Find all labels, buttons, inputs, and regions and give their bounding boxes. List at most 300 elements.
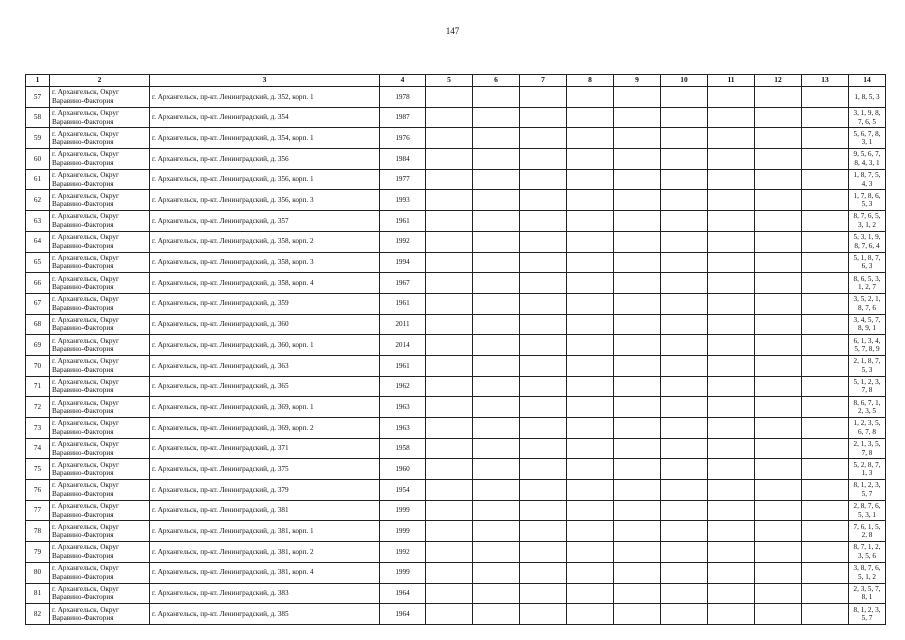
row-number: 63 bbox=[26, 211, 50, 232]
empty-cell-col-10 bbox=[661, 273, 708, 294]
empty-cell-col-7 bbox=[520, 480, 567, 501]
empty-cell-col-13 bbox=[802, 562, 849, 583]
empty-cell-col-7 bbox=[520, 604, 567, 625]
table-row bbox=[26, 397, 886, 418]
empty-cell-col-12 bbox=[755, 397, 802, 418]
empty-cell-col-13 bbox=[802, 376, 849, 397]
sequence-cell: 8, 7, 1, 2, 3, 5, 6 bbox=[849, 542, 886, 563]
column-header-14: 14 bbox=[849, 75, 886, 87]
empty-cell-col-7 bbox=[520, 521, 567, 542]
empty-cell-col-11 bbox=[708, 480, 755, 501]
empty-cell-col-6 bbox=[473, 149, 520, 170]
empty-cell-col-11 bbox=[708, 231, 755, 252]
row-number: 73 bbox=[26, 418, 50, 439]
year-cell: 1992 bbox=[380, 542, 426, 563]
empty-cell-col-8 bbox=[567, 355, 614, 376]
empty-cell-col-10 bbox=[661, 314, 708, 335]
empty-cell-col-11 bbox=[708, 149, 755, 170]
empty-cell-col-12 bbox=[755, 355, 802, 376]
empty-cell-col-6 bbox=[473, 583, 520, 604]
empty-cell-col-13 bbox=[802, 293, 849, 314]
address-cell: г. Архангельск, пр-кт. Ленинградский, д. 356, корп. 1 bbox=[150, 169, 380, 190]
table-row bbox=[26, 500, 886, 521]
empty-cell-col-8 bbox=[567, 583, 614, 604]
address-cell: г. Архангельск, пр-кт. Ленинградский, д. 381, корп. 1 bbox=[150, 521, 380, 542]
empty-cell-col-11 bbox=[708, 211, 755, 232]
column-header-9: 9 bbox=[614, 75, 661, 87]
district-cell: г. Архангельск, Округ Варавино-Фактория bbox=[50, 211, 150, 232]
empty-cell-col-6 bbox=[473, 480, 520, 501]
sequence-cell: 5, 6, 7, 8, 3, 1 bbox=[849, 128, 886, 149]
column-header-12: 12 bbox=[755, 75, 802, 87]
empty-cell-col-8 bbox=[567, 87, 614, 108]
year-cell: 2014 bbox=[380, 335, 426, 356]
empty-cell-col-10 bbox=[661, 397, 708, 418]
row-number: 77 bbox=[26, 500, 50, 521]
empty-cell-col-11 bbox=[708, 521, 755, 542]
empty-cell-col-7 bbox=[520, 231, 567, 252]
empty-cell-col-5 bbox=[426, 128, 473, 149]
table-row bbox=[26, 169, 886, 190]
district-cell: г. Архангельск, Округ Варавино-Фактория bbox=[50, 500, 150, 521]
empty-cell-col-5 bbox=[426, 562, 473, 583]
year-cell: 1999 bbox=[380, 521, 426, 542]
empty-cell-col-5 bbox=[426, 418, 473, 439]
empty-cell-col-10 bbox=[661, 190, 708, 211]
empty-cell-col-8 bbox=[567, 252, 614, 273]
empty-cell-col-5 bbox=[426, 190, 473, 211]
sequence-cell: 7, 6, 1, 5, 2, 8 bbox=[849, 521, 886, 542]
housing-register-table bbox=[25, 74, 886, 625]
table-row bbox=[26, 149, 886, 170]
empty-cell-col-12 bbox=[755, 562, 802, 583]
address-cell: г. Архангельск, пр-кт. Ленинградский, д. 369, корп. 2 bbox=[150, 418, 380, 439]
empty-cell-col-12 bbox=[755, 500, 802, 521]
year-cell: 1963 bbox=[380, 418, 426, 439]
sequence-cell: 2, 1, 8, 7, 5, 3 bbox=[849, 355, 886, 376]
empty-cell-col-11 bbox=[708, 438, 755, 459]
empty-cell-col-5 bbox=[426, 169, 473, 190]
year-cell: 1987 bbox=[380, 107, 426, 128]
empty-cell-col-13 bbox=[802, 87, 849, 108]
empty-cell-col-10 bbox=[661, 355, 708, 376]
empty-cell-col-12 bbox=[755, 583, 802, 604]
empty-cell-col-10 bbox=[661, 500, 708, 521]
column-header-3: 3 bbox=[150, 75, 380, 87]
row-number: 61 bbox=[26, 169, 50, 190]
sequence-cell: 1, 8, 5, 3 bbox=[849, 87, 886, 108]
row-number: 65 bbox=[26, 252, 50, 273]
empty-cell-col-11 bbox=[708, 87, 755, 108]
empty-cell-col-13 bbox=[802, 190, 849, 211]
empty-cell-col-6 bbox=[473, 169, 520, 190]
district-cell: г. Архангельск, Округ Варавино-Фактория bbox=[50, 252, 150, 273]
empty-cell-col-9 bbox=[614, 521, 661, 542]
empty-cell-col-5 bbox=[426, 500, 473, 521]
district-cell: г. Архангельск, Округ Варавино-Фактория bbox=[50, 604, 150, 625]
empty-cell-col-6 bbox=[473, 107, 520, 128]
empty-cell-col-13 bbox=[802, 107, 849, 128]
district-cell: г. Архангельск, Округ Варавино-Фактория bbox=[50, 480, 150, 501]
empty-cell-col-7 bbox=[520, 128, 567, 149]
empty-cell-col-10 bbox=[661, 583, 708, 604]
empty-cell-col-11 bbox=[708, 273, 755, 294]
empty-cell-col-7 bbox=[520, 562, 567, 583]
empty-cell-col-9 bbox=[614, 480, 661, 501]
empty-cell-col-6 bbox=[473, 500, 520, 521]
district-cell: г. Архангельск, Округ Варавино-Фактория bbox=[50, 231, 150, 252]
empty-cell-col-9 bbox=[614, 211, 661, 232]
district-cell: г. Архангельск, Округ Варавино-Фактория bbox=[50, 459, 150, 480]
empty-cell-col-12 bbox=[755, 438, 802, 459]
empty-cell-col-13 bbox=[802, 335, 849, 356]
column-header-10: 10 bbox=[661, 75, 708, 87]
row-number: 57 bbox=[26, 87, 50, 108]
year-cell: 1962 bbox=[380, 376, 426, 397]
row-number: 69 bbox=[26, 335, 50, 356]
header-row bbox=[26, 75, 886, 87]
sequence-cell: 3, 8, 7, 6, 5, 1, 2 bbox=[849, 562, 886, 583]
empty-cell-col-5 bbox=[426, 273, 473, 294]
empty-cell-col-6 bbox=[473, 87, 520, 108]
empty-cell-col-9 bbox=[614, 107, 661, 128]
address-cell: г. Архангельск, пр-кт. Ленинградский, д. 365 bbox=[150, 376, 380, 397]
empty-cell-col-5 bbox=[426, 355, 473, 376]
empty-cell-col-5 bbox=[426, 314, 473, 335]
table-row bbox=[26, 604, 886, 625]
empty-cell-col-11 bbox=[708, 397, 755, 418]
table-row bbox=[26, 293, 886, 314]
address-cell: г. Архангельск, пр-кт. Ленинградский, д. 358, корп. 2 bbox=[150, 231, 380, 252]
row-number: 68 bbox=[26, 314, 50, 335]
empty-cell-col-12 bbox=[755, 314, 802, 335]
empty-cell-col-6 bbox=[473, 562, 520, 583]
year-cell: 1994 bbox=[380, 252, 426, 273]
address-cell: г. Архангельск, пр-кт. Ленинградский, д. 354, корп. 1 bbox=[150, 128, 380, 149]
empty-cell-col-12 bbox=[755, 87, 802, 108]
empty-cell-col-13 bbox=[802, 231, 849, 252]
address-cell: г. Архангельск, пр-кт. Ленинградский, д. 371 bbox=[150, 438, 380, 459]
empty-cell-col-12 bbox=[755, 293, 802, 314]
empty-cell-col-8 bbox=[567, 500, 614, 521]
empty-cell-col-12 bbox=[755, 128, 802, 149]
empty-cell-col-5 bbox=[426, 376, 473, 397]
empty-cell-col-11 bbox=[708, 355, 755, 376]
table-row bbox=[26, 87, 886, 108]
address-cell: г. Архангельск, пр-кт. Ленинградский, д. 358, корп. 3 bbox=[150, 252, 380, 273]
sequence-cell: 9, 5, 6, 7, 8, 4, 3, 1 bbox=[849, 149, 886, 170]
empty-cell-col-10 bbox=[661, 562, 708, 583]
empty-cell-col-9 bbox=[614, 149, 661, 170]
empty-cell-col-7 bbox=[520, 500, 567, 521]
address-cell: г. Архангельск, пр-кт. Ленинградский, д. 383 bbox=[150, 583, 380, 604]
sequence-cell: 2, 1, 3, 5, 7, 8 bbox=[849, 438, 886, 459]
empty-cell-col-9 bbox=[614, 335, 661, 356]
table-row bbox=[26, 376, 886, 397]
sequence-cell: 5, 1, 8, 7, 6, 3 bbox=[849, 252, 886, 273]
empty-cell-col-10 bbox=[661, 438, 708, 459]
empty-cell-col-8 bbox=[567, 231, 614, 252]
empty-cell-col-8 bbox=[567, 314, 614, 335]
empty-cell-col-5 bbox=[426, 604, 473, 625]
year-cell: 1993 bbox=[380, 190, 426, 211]
empty-cell-col-7 bbox=[520, 273, 567, 294]
sequence-cell: 3, 5, 2, 1, 8, 7, 6 bbox=[849, 293, 886, 314]
sequence-cell: 8, 1, 2, 3, 5, 7 bbox=[849, 480, 886, 501]
row-number: 64 bbox=[26, 231, 50, 252]
empty-cell-col-11 bbox=[708, 314, 755, 335]
empty-cell-col-9 bbox=[614, 418, 661, 439]
sequence-cell: 2, 3, 5, 7, 8, 1 bbox=[849, 583, 886, 604]
year-cell: 1978 bbox=[380, 87, 426, 108]
empty-cell-col-12 bbox=[755, 107, 802, 128]
empty-cell-col-8 bbox=[567, 480, 614, 501]
address-cell: г. Архангельск, пр-кт. Ленинградский, д. 385 bbox=[150, 604, 380, 625]
row-number: 75 bbox=[26, 459, 50, 480]
empty-cell-col-8 bbox=[567, 438, 614, 459]
empty-cell-col-12 bbox=[755, 211, 802, 232]
empty-cell-col-9 bbox=[614, 604, 661, 625]
empty-cell-col-12 bbox=[755, 376, 802, 397]
empty-cell-col-11 bbox=[708, 293, 755, 314]
district-cell: г. Архангельск, Округ Варавино-Фактория bbox=[50, 128, 150, 149]
district-cell: г. Архангельск, Округ Варавино-Фактория bbox=[50, 355, 150, 376]
year-cell: 1960 bbox=[380, 459, 426, 480]
empty-cell-col-11 bbox=[708, 418, 755, 439]
empty-cell-col-13 bbox=[802, 128, 849, 149]
empty-cell-col-6 bbox=[473, 418, 520, 439]
empty-cell-col-9 bbox=[614, 355, 661, 376]
empty-cell-col-13 bbox=[802, 604, 849, 625]
year-cell: 1964 bbox=[380, 604, 426, 625]
empty-cell-col-6 bbox=[473, 190, 520, 211]
empty-cell-col-7 bbox=[520, 252, 567, 273]
empty-cell-col-11 bbox=[708, 252, 755, 273]
empty-cell-col-13 bbox=[802, 459, 849, 480]
empty-cell-col-8 bbox=[567, 562, 614, 583]
table-row bbox=[26, 335, 886, 356]
empty-cell-col-13 bbox=[802, 397, 849, 418]
empty-cell-col-13 bbox=[802, 169, 849, 190]
column-header-4: 4 bbox=[380, 75, 426, 87]
empty-cell-col-10 bbox=[661, 87, 708, 108]
empty-cell-col-12 bbox=[755, 542, 802, 563]
empty-cell-col-13 bbox=[802, 355, 849, 376]
empty-cell-col-12 bbox=[755, 149, 802, 170]
empty-cell-col-7 bbox=[520, 438, 567, 459]
empty-cell-col-13 bbox=[802, 211, 849, 232]
table-row bbox=[26, 355, 886, 376]
district-cell: г. Архангельск, Округ Варавино-Фактория bbox=[50, 542, 150, 563]
empty-cell-col-7 bbox=[520, 376, 567, 397]
empty-cell-col-13 bbox=[802, 480, 849, 501]
empty-cell-col-9 bbox=[614, 293, 661, 314]
empty-cell-col-10 bbox=[661, 211, 708, 232]
empty-cell-col-6 bbox=[473, 273, 520, 294]
empty-cell-col-6 bbox=[473, 231, 520, 252]
address-cell: г. Архангельск, пр-кт. Ленинградский, д. 360 bbox=[150, 314, 380, 335]
empty-cell-col-7 bbox=[520, 542, 567, 563]
empty-cell-col-10 bbox=[661, 459, 708, 480]
address-cell: г. Архангельск, пр-кт. Ленинградский, д. 381 bbox=[150, 500, 380, 521]
empty-cell-col-12 bbox=[755, 231, 802, 252]
empty-cell-col-7 bbox=[520, 459, 567, 480]
empty-cell-col-5 bbox=[426, 107, 473, 128]
table-row bbox=[26, 583, 886, 604]
sequence-cell: 6, 1, 3, 4, 5, 7, 8, 9 bbox=[849, 335, 886, 356]
empty-cell-col-8 bbox=[567, 604, 614, 625]
district-cell: г. Архангельск, Округ Варавино-Фактория bbox=[50, 397, 150, 418]
empty-cell-col-8 bbox=[567, 376, 614, 397]
address-cell: г. Архангельск, пр-кт. Ленинградский, д. 356 bbox=[150, 149, 380, 170]
table-row bbox=[26, 480, 886, 501]
empty-cell-col-6 bbox=[473, 542, 520, 563]
sequence-cell: 8, 1, 2, 3, 5, 7 bbox=[849, 604, 886, 625]
empty-cell-col-5 bbox=[426, 335, 473, 356]
empty-cell-col-10 bbox=[661, 107, 708, 128]
empty-cell-col-5 bbox=[426, 480, 473, 501]
empty-cell-col-6 bbox=[473, 314, 520, 335]
empty-cell-col-11 bbox=[708, 459, 755, 480]
empty-cell-col-9 bbox=[614, 500, 661, 521]
empty-cell-col-12 bbox=[755, 521, 802, 542]
year-cell: 1984 bbox=[380, 149, 426, 170]
sequence-cell: 8, 6, 7, 1, 2, 3, 5 bbox=[849, 397, 886, 418]
empty-cell-col-12 bbox=[755, 252, 802, 273]
empty-cell-col-7 bbox=[520, 418, 567, 439]
district-cell: г. Архангельск, Округ Варавино-Фактория bbox=[50, 562, 150, 583]
empty-cell-col-10 bbox=[661, 376, 708, 397]
empty-cell-col-5 bbox=[426, 583, 473, 604]
table-row bbox=[26, 562, 886, 583]
district-cell: г. Архангельск, Округ Варавино-Фактория bbox=[50, 438, 150, 459]
row-number: 70 bbox=[26, 355, 50, 376]
table-row bbox=[26, 459, 886, 480]
empty-cell-col-10 bbox=[661, 480, 708, 501]
empty-cell-col-9 bbox=[614, 128, 661, 149]
table-row bbox=[26, 438, 886, 459]
address-cell: г. Архангельск, пр-кт. Ленинградский, д. 356, корп. 3 bbox=[150, 190, 380, 211]
empty-cell-col-5 bbox=[426, 521, 473, 542]
empty-cell-col-13 bbox=[802, 418, 849, 439]
empty-cell-col-8 bbox=[567, 397, 614, 418]
year-cell: 2011 bbox=[380, 314, 426, 335]
empty-cell-col-5 bbox=[426, 149, 473, 170]
empty-cell-col-5 bbox=[426, 252, 473, 273]
table-row bbox=[26, 252, 886, 273]
column-header-6: 6 bbox=[473, 75, 520, 87]
empty-cell-col-6 bbox=[473, 128, 520, 149]
year-cell: 1963 bbox=[380, 397, 426, 418]
address-cell: г. Архангельск, пр-кт. Ленинградский, д. 354 bbox=[150, 107, 380, 128]
page-number: 147 bbox=[445, 26, 460, 36]
sequence-cell: 3, 1, 9, 8, 7, 6, 5 bbox=[849, 107, 886, 128]
year-cell: 1976 bbox=[380, 128, 426, 149]
empty-cell-col-10 bbox=[661, 418, 708, 439]
empty-cell-col-13 bbox=[802, 438, 849, 459]
year-cell: 1958 bbox=[380, 438, 426, 459]
empty-cell-col-7 bbox=[520, 314, 567, 335]
empty-cell-col-12 bbox=[755, 169, 802, 190]
district-cell: г. Архангельск, Округ Варавино-Фактория bbox=[50, 149, 150, 170]
empty-cell-col-9 bbox=[614, 231, 661, 252]
district-cell: г. Архангельск, Округ Варавино-Фактория bbox=[50, 293, 150, 314]
empty-cell-col-8 bbox=[567, 211, 614, 232]
row-number: 79 bbox=[26, 542, 50, 563]
empty-cell-col-9 bbox=[614, 459, 661, 480]
empty-cell-col-7 bbox=[520, 293, 567, 314]
sequence-cell: 5, 1, 2, 3, 7, 8 bbox=[849, 376, 886, 397]
row-number: 71 bbox=[26, 376, 50, 397]
row-number: 62 bbox=[26, 190, 50, 211]
empty-cell-col-8 bbox=[567, 459, 614, 480]
empty-cell-col-11 bbox=[708, 190, 755, 211]
empty-cell-col-9 bbox=[614, 273, 661, 294]
district-cell: г. Архангельск, Округ Варавино-Фактория bbox=[50, 418, 150, 439]
empty-cell-col-9 bbox=[614, 562, 661, 583]
empty-cell-col-6 bbox=[473, 459, 520, 480]
empty-cell-col-12 bbox=[755, 480, 802, 501]
empty-cell-col-12 bbox=[755, 604, 802, 625]
empty-cell-col-9 bbox=[614, 376, 661, 397]
empty-cell-col-12 bbox=[755, 335, 802, 356]
year-cell: 1977 bbox=[380, 169, 426, 190]
empty-cell-col-8 bbox=[567, 273, 614, 294]
empty-cell-col-7 bbox=[520, 190, 567, 211]
empty-cell-col-8 bbox=[567, 542, 614, 563]
empty-cell-col-13 bbox=[802, 542, 849, 563]
empty-cell-col-9 bbox=[614, 583, 661, 604]
empty-cell-col-13 bbox=[802, 273, 849, 294]
column-header-2: 2 bbox=[50, 75, 150, 87]
empty-cell-col-13 bbox=[802, 583, 849, 604]
year-cell: 1954 bbox=[380, 480, 426, 501]
year-cell: 1964 bbox=[380, 583, 426, 604]
empty-cell-col-7 bbox=[520, 397, 567, 418]
empty-cell-col-13 bbox=[802, 521, 849, 542]
empty-cell-col-10 bbox=[661, 542, 708, 563]
empty-cell-col-8 bbox=[567, 418, 614, 439]
empty-cell-col-6 bbox=[473, 293, 520, 314]
empty-cell-col-6 bbox=[473, 252, 520, 273]
row-number: 66 bbox=[26, 273, 50, 294]
empty-cell-col-11 bbox=[708, 542, 755, 563]
table-row bbox=[26, 314, 886, 335]
table-row bbox=[26, 542, 886, 563]
table-body bbox=[26, 87, 886, 625]
empty-cell-col-9 bbox=[614, 397, 661, 418]
empty-cell-col-11 bbox=[708, 335, 755, 356]
table-row bbox=[26, 190, 886, 211]
district-cell: г. Архангельск, Округ Варавино-Фактория bbox=[50, 107, 150, 128]
sequence-cell: 5, 3, 1, 9, 8, 7, 6, 4 bbox=[849, 231, 886, 252]
empty-cell-col-7 bbox=[520, 355, 567, 376]
row-number: 60 bbox=[26, 149, 50, 170]
year-cell: 1992 bbox=[380, 231, 426, 252]
sequence-cell: 2, 8, 7, 6, 5, 3, 1 bbox=[849, 500, 886, 521]
empty-cell-col-12 bbox=[755, 418, 802, 439]
column-header-1: 1 bbox=[26, 75, 50, 87]
row-number: 81 bbox=[26, 583, 50, 604]
empty-cell-col-5 bbox=[426, 211, 473, 232]
row-number: 67 bbox=[26, 293, 50, 314]
address-cell: г. Архангельск, пр-кт. Ленинградский, д. 358, корп. 4 bbox=[150, 273, 380, 294]
empty-cell-col-8 bbox=[567, 293, 614, 314]
empty-cell-col-8 bbox=[567, 128, 614, 149]
empty-cell-col-11 bbox=[708, 500, 755, 521]
empty-cell-col-11 bbox=[708, 107, 755, 128]
empty-cell-col-9 bbox=[614, 190, 661, 211]
